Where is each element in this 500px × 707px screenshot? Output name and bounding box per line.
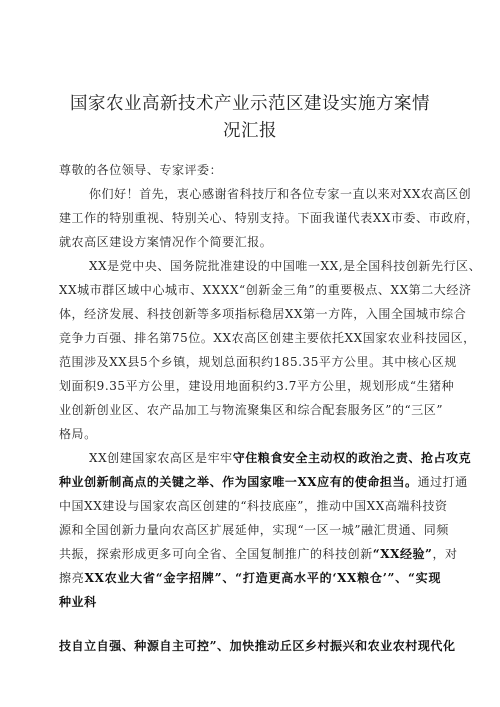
paragraph-2-line: 范围涉及XX县5个乡镇，规划总面积约185.35平方公里。其中核心区规 bbox=[59, 355, 457, 369]
bold-text-run: 种业科 bbox=[59, 595, 97, 609]
paragraph-2-line: 竞争力百强、排名第75位。XX农高区创建主要依托XX国家农业科技园区， bbox=[59, 331, 476, 345]
paragraph-1-line: 建工作的特别重视、特别关心、特别支持。下面我谨代表XX市委、市政府， bbox=[59, 211, 479, 225]
bold-text-run: XX农业大省“金字招牌”、“打造更高水平的‘XX粮仓’”、“实现 bbox=[84, 571, 441, 585]
paragraph-3-line bbox=[59, 545, 458, 563]
bold-text-run: 种业创新制高点的关键之举、作为国家唯一XX应有的使命担当。 bbox=[59, 475, 418, 489]
paragraph-3-line bbox=[59, 473, 468, 491]
text-run: 共振，探索形成更多可向全省、全国复制推广的科技创新 bbox=[59, 547, 373, 561]
paragraph-3-line: 中国XX建设与国家农高区创建的“科技底座”，推动中国XX高端科技资 bbox=[59, 499, 448, 513]
salutation: 尊敬的各位领导、专家评委： bbox=[59, 163, 223, 177]
paragraph-3-line bbox=[59, 569, 441, 587]
bold-text-run: “XX经验” bbox=[372, 547, 433, 561]
paragraph-2-line: 划面积9.35平方公里，建设用地面积约3.7平方公里，规划形成“生猪种 bbox=[59, 379, 455, 393]
paragraph-2-line: 业创新创业区、农产品加工与物流聚集区和综合配套服务区”的“三区” bbox=[59, 403, 444, 417]
paragraph-1-line: 你们好！首先，衷心感谢省科技厅和各位专家一直以来对XX农高区创 bbox=[89, 187, 472, 201]
paragraph-1-line: 就农高区建设方案情况作个简要汇报。 bbox=[59, 235, 273, 249]
paragraph-3-line bbox=[89, 449, 472, 467]
text-run: ，对 bbox=[432, 547, 458, 561]
document-title-line-1: 国家农业高新技术产业示范区建设实施方案情 bbox=[70, 94, 430, 114]
paragraph-2-line: XX城市群区域中心城市、XXXX“创新金三角”的重要极点、XX第二大经济 bbox=[59, 283, 472, 297]
document-title-line-2: 况汇报 bbox=[223, 121, 277, 141]
paragraph-3-line bbox=[59, 593, 441, 611]
text-run: XX创建国家农高区是牢牢 bbox=[89, 451, 233, 465]
text-run: 擦亮 bbox=[59, 571, 85, 585]
paragraph-3-line: 源和全国创新力量向农高区扩展延伸，实现“一区一城”融汇贯通、同频 bbox=[59, 523, 449, 537]
paragraph-2-line: 格局。 bbox=[59, 427, 97, 441]
paragraph-2-line: 体，经济发展、科技创新等多项指标稳居XX第一方阵，入围全国城市综合 bbox=[59, 307, 467, 321]
text-run: 通过打通 bbox=[417, 475, 468, 489]
paragraph-2-line: XX是党中央、国务院批准建设的中国唯一XX,是全国科技创新先行区、 bbox=[89, 259, 482, 273]
bold-text-run: 守住粮食安全主动权的政治之责、抢占攻克 bbox=[232, 451, 472, 465]
continuation-line: 技自立自强、种源自主可控”、加快推动丘区乡村振兴和农业农村现代化 bbox=[59, 639, 456, 653]
